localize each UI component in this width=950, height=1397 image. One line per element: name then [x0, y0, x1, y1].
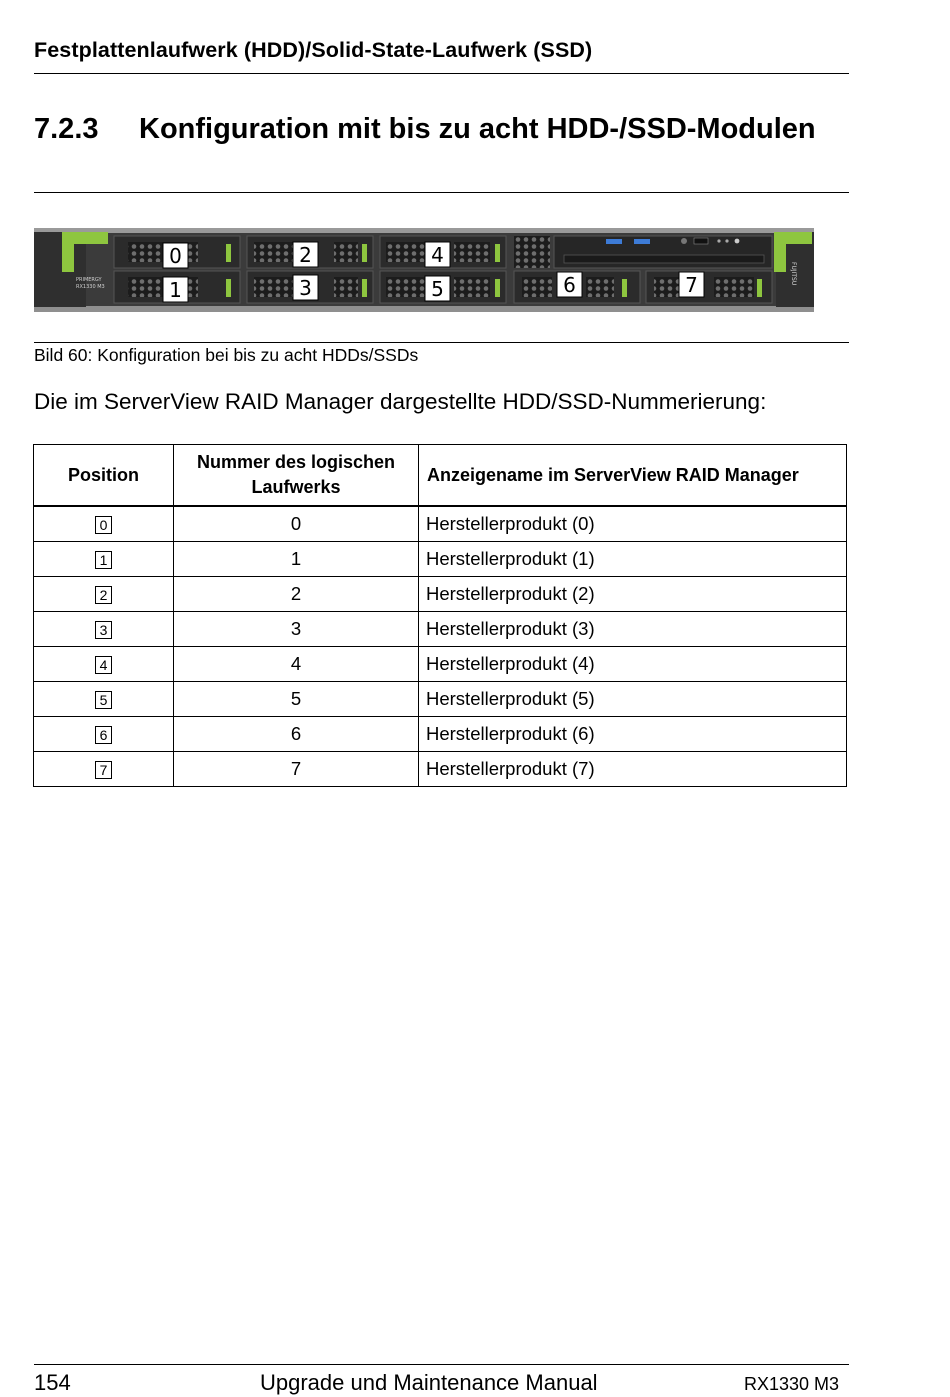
table-header-row [34, 445, 847, 507]
display-name: Herstellerprodukt (3) [419, 612, 847, 647]
header-position: Position [34, 445, 174, 507]
badge-7: 7 [685, 273, 698, 297]
position-badge: 1 [95, 551, 112, 569]
display-name: Herstellerprodukt (4) [419, 647, 847, 682]
position-badge: 6 [95, 726, 112, 744]
header-rule [34, 73, 849, 74]
page-number: 154 [34, 1370, 71, 1395]
position-badge: 7 [95, 761, 112, 779]
logical-drive-number: 4 [174, 647, 419, 682]
section-number: 7.2.3 [34, 113, 99, 145]
brand-text: FUJITSU [790, 262, 797, 286]
table-row [34, 612, 847, 647]
display-name: Herstellerprodukt (5) [419, 682, 847, 717]
table-row [34, 752, 847, 787]
drive-numbering-table [33, 444, 847, 787]
position-badge: 2 [95, 586, 112, 604]
position-badge: 3 [95, 621, 112, 639]
logical-drive-number: 6 [174, 717, 419, 752]
bezel-text-2: RX1330 M3 [76, 284, 105, 290]
table-row [34, 647, 847, 682]
running-header: Festplattenlaufwerk (HDD)/Solid-State-Laufwerk (SSD) [34, 38, 593, 62]
model-name: RX1330 M3 [744, 1374, 840, 1394]
position-badge: 5 [95, 691, 112, 709]
header-display-name: Anzeigename im ServerView RAID Manager [419, 445, 847, 507]
logical-drive-number: 0 [174, 506, 419, 542]
table-row [34, 506, 847, 542]
position-badge: 0 [95, 516, 112, 534]
position-badge: 4 [95, 656, 112, 674]
logical-drive-number: 7 [174, 752, 419, 787]
display-name: Herstellerprodukt (2) [419, 577, 847, 612]
header-logical-drive-number: Nummer des logischen Laufwerks [174, 445, 419, 507]
display-name: Herstellerprodukt (0) [419, 506, 847, 542]
logical-drive-number: 1 [174, 542, 419, 577]
display-name: Herstellerprodukt (7) [419, 752, 847, 787]
figure-top-rule [34, 192, 849, 193]
badge-0: 0 [169, 244, 182, 268]
figure-caption: Bild 60: Konfiguration bei bis zu acht HDDs/SSDs [34, 345, 419, 365]
badge-3: 3 [299, 276, 312, 300]
section-title: Konfiguration mit bis zu acht HDD-/SSD-Modulen [139, 113, 816, 145]
badge-5: 5 [431, 277, 444, 301]
display-name: Herstellerprodukt (6) [419, 717, 847, 752]
badge-2: 2 [299, 243, 312, 267]
badge-1: 1 [169, 278, 182, 302]
footer-rule [34, 1364, 849, 1365]
logical-drive-number: 3 [174, 612, 419, 647]
badge-6: 6 [563, 273, 576, 297]
badge-4: 4 [431, 243, 444, 267]
table-row [34, 682, 847, 717]
table-row [34, 542, 847, 577]
manual-title: Upgrade und Maintenance Manual [260, 1370, 598, 1395]
logical-drive-number: 2 [174, 577, 419, 612]
display-name: Herstellerprodukt (1) [419, 542, 847, 577]
table-row [34, 577, 847, 612]
server-front-figure [34, 222, 816, 314]
bezel-text-1: PRIMERGY [76, 277, 102, 283]
logical-drive-number: 5 [174, 682, 419, 717]
figure-bottom-rule [34, 342, 849, 343]
table-row [34, 717, 847, 752]
intro-text: Die im ServerView RAID Manager dargestellte HDD/SSD-Nummerierung: [34, 389, 767, 414]
